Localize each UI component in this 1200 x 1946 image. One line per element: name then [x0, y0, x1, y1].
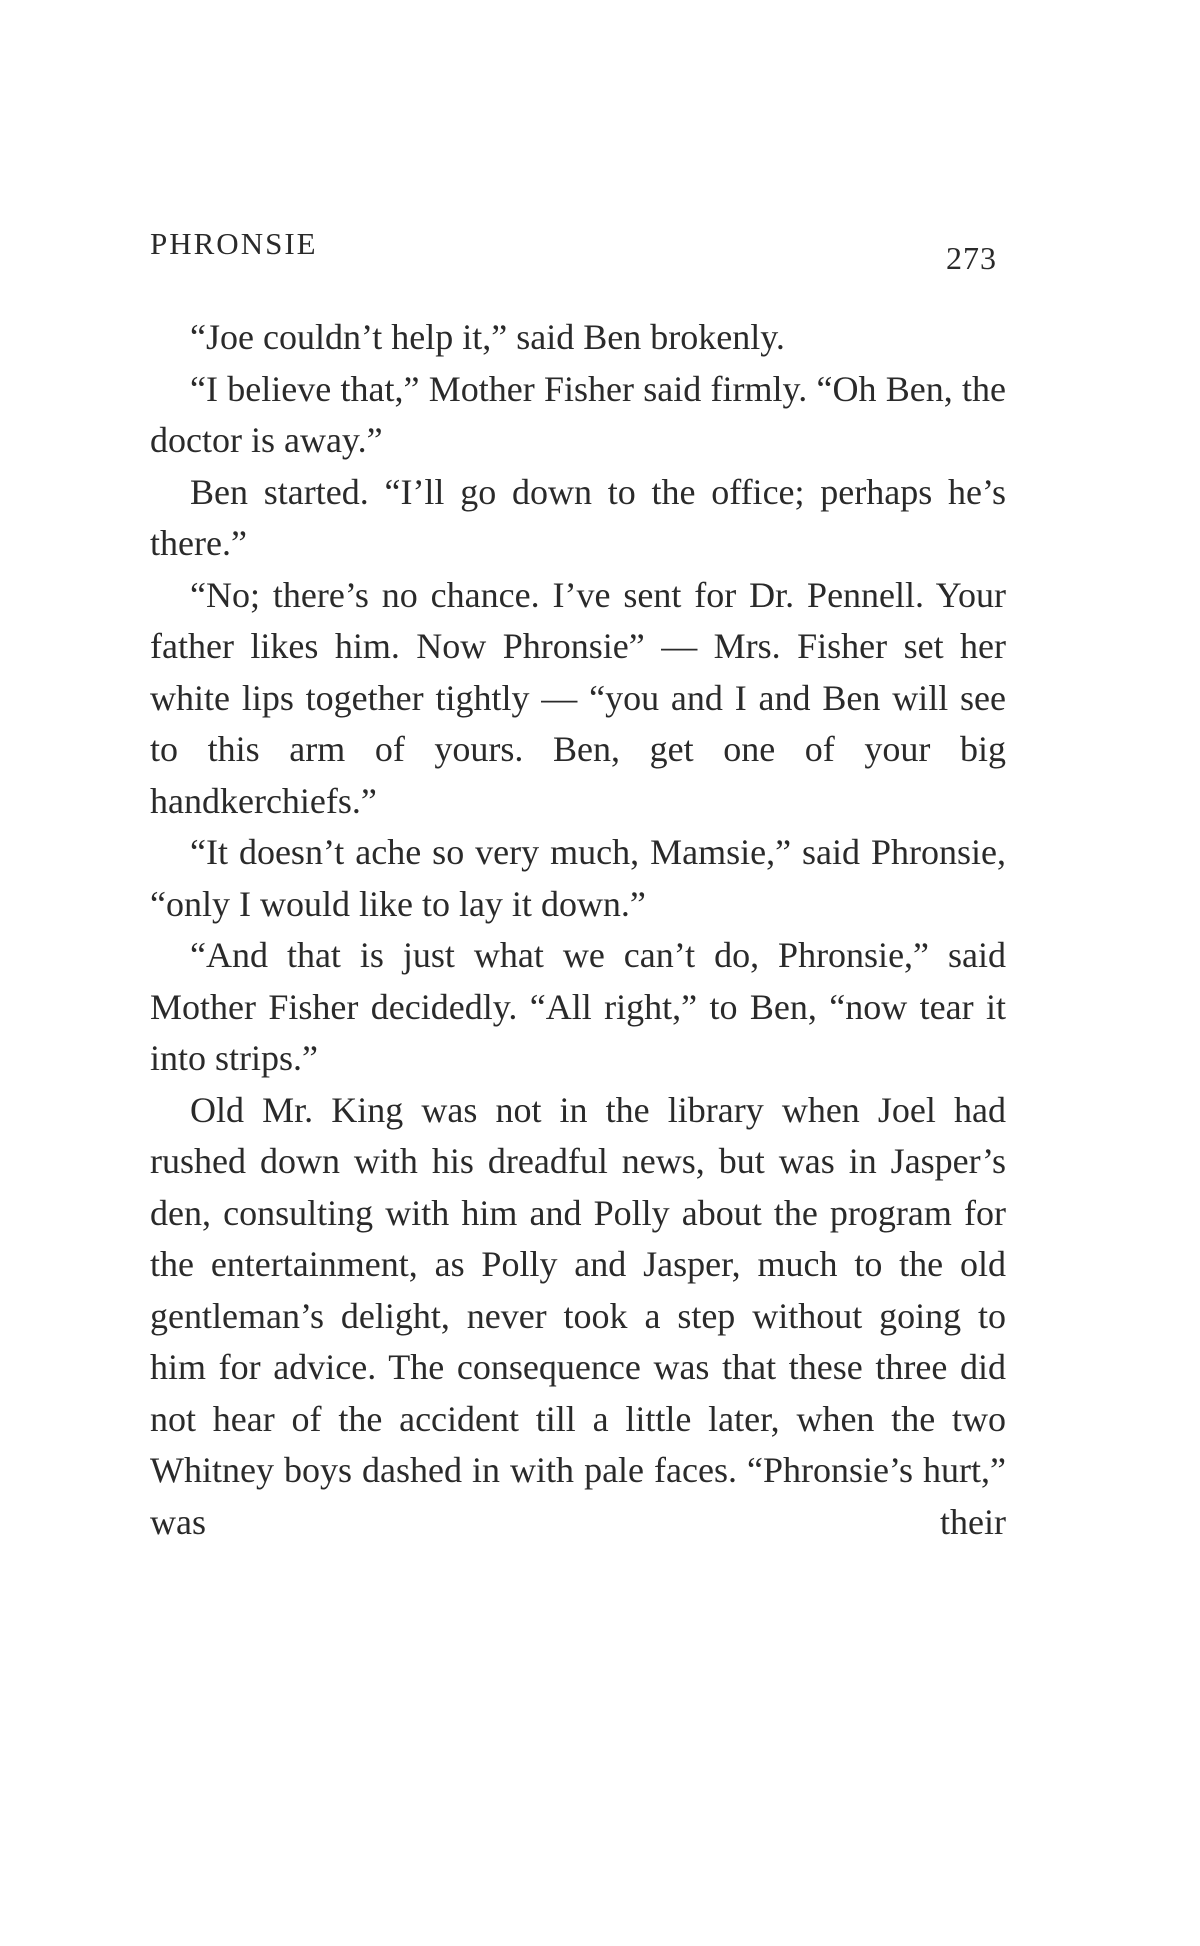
paragraph: “And that is just what we can’t do, Phronsie,” said Mother Fisher decidedly. “All right,” to Ben, “now tear it into strips.” — [150, 935, 1006, 1078]
paragraph: “I believe that,” Mother Fisher said firmly. “Oh Ben, the doctor is away.” — [150, 368, 1006, 460]
paragraph: “No; there’s no chance. I’ve sent for Dr. Pennell. Your father likes him. Now Phronsie” — Mrs. Fisher set her white lips together tightly — “you and I and Ben will see to this arm of yours. Ben, get one of your big handkerchiefs.” — [150, 574, 1006, 821]
paragraph: Ben started. “I’ll go down to the office; perhaps he’s there.” — [150, 471, 1006, 563]
paragraph: “Joe couldn’t help it,” said Ben brokenly. — [190, 317, 785, 357]
body-text — [150, 312, 1006, 1548]
running-head: PHRONSIE — [150, 226, 318, 261]
page-number: 273 — [946, 240, 997, 276]
paragraph: “It doesn’t ache so very much, Mamsie,” said Phronsie, “only I would like to lay it down.” — [150, 832, 1006, 924]
paragraph: Old Mr. King was not in the library when Joel had rushed down with his dreadful news, but was in Jasper’s den, consulting with him and Polly about the program for the entertainment, as Polly and Jasper, much to the old gentleman’s delight, never took a step without going to him for advice. The consequence was that these three did not hear of the accident till a little later, when the two Whitney boys dashed in with pale faces. “Phronsie’s hurt,” was their — [150, 1089, 1006, 1542]
